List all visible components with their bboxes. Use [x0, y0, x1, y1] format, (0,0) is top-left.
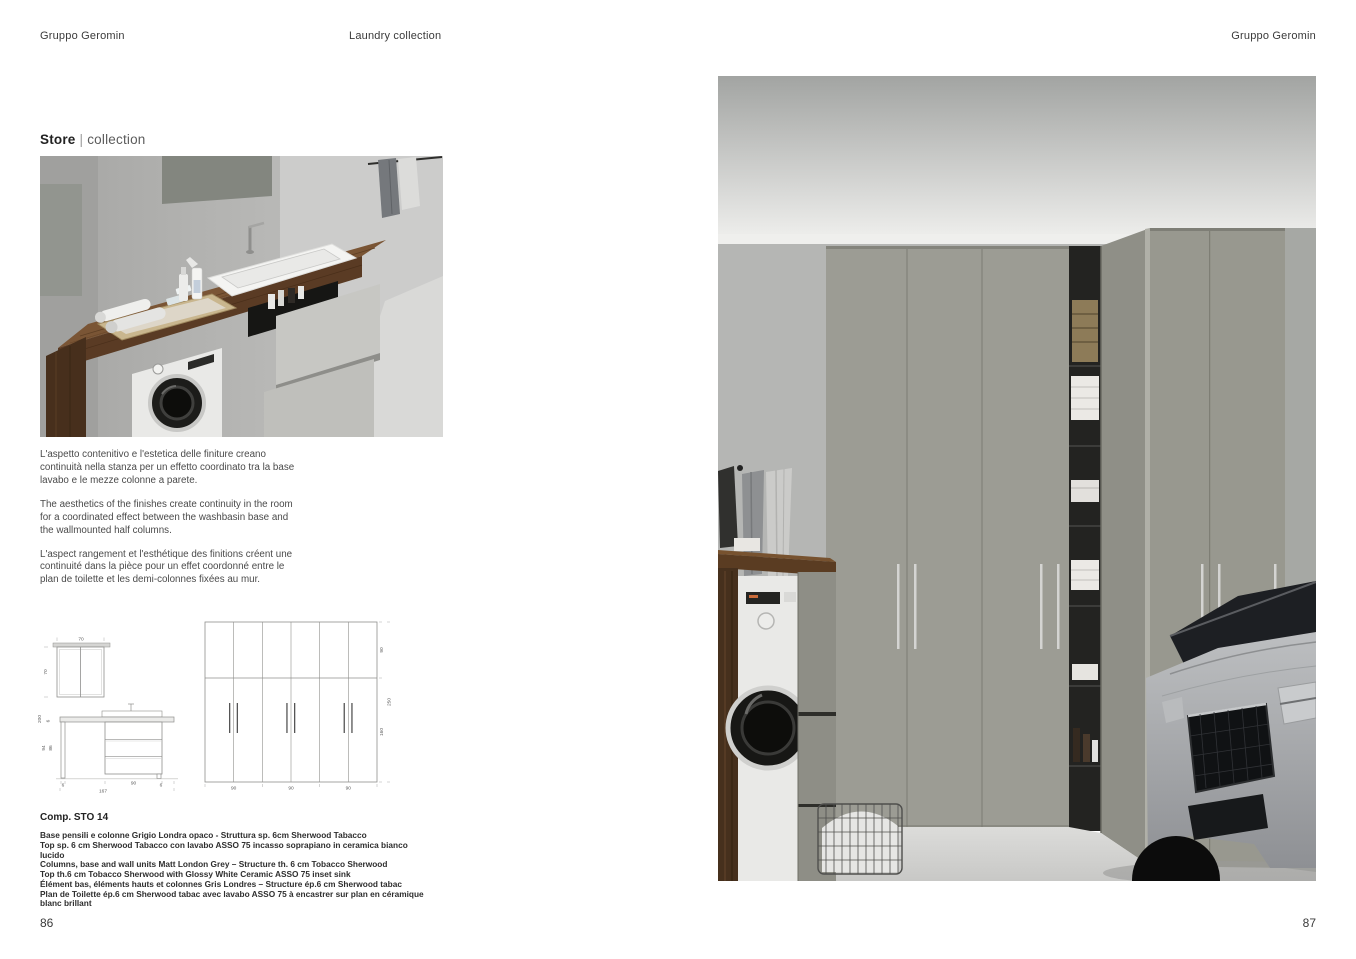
dim-base-total-height: 200	[38, 714, 43, 724]
ceiling	[718, 76, 1316, 246]
dim-lower-height: 160	[380, 727, 385, 737]
right-photo	[718, 76, 1316, 881]
intro-paragraph-en: The aesthetics of the finishes create continuity in the room for a coordinated effect between the washbasin base and the wallmounted half columns.	[40, 498, 293, 536]
wall-panel-center	[162, 156, 272, 204]
technical-drawings	[30, 615, 445, 807]
composition-block	[40, 812, 430, 909]
dim-total-width: 167	[98, 789, 108, 795]
dim-plinth-right: 6	[159, 783, 163, 789]
composition-code: Comp. STO 14	[40, 812, 109, 823]
columns-unit-drawing	[205, 622, 390, 787]
page-number-right: 87	[1302, 916, 1316, 930]
title-divider: |	[79, 132, 84, 147]
dim-module-width-3: 90	[345, 786, 351, 792]
dim-base-top: 6	[46, 719, 52, 723]
base-unit-drawing	[56, 704, 178, 791]
dim-columns-total-height: 250	[387, 697, 393, 707]
collection-header: Laundry collection	[349, 30, 442, 42]
open-wardrobe-door	[1101, 228, 1150, 866]
dim-module-width-2: 90	[288, 786, 294, 792]
dim-upper-height: 90	[380, 647, 385, 653]
page-number-left: 86	[40, 916, 54, 930]
dim-base-h1: 94	[42, 745, 47, 751]
wall-unit-drawing	[44, 638, 110, 698]
washing-machine	[728, 576, 808, 881]
collection-name: Store	[40, 132, 76, 147]
wall-panel-left	[40, 184, 82, 296]
dim-plinth-left: 6	[61, 783, 65, 789]
dim-drawers-width: 90	[130, 781, 137, 787]
intro-paragraph-fr: L'aspect rangement et l'esthétique des finitions créent une continuité dans la pièce pour un effet coordonné entre le plan de toilette et les demi-colonnes fixées au mur.	[40, 548, 293, 586]
spec-line: Base pensili e colonne Grigio Londra opaco - Struttura sp. 6cm Sherwood Tabacco	[40, 830, 367, 840]
brand-left: Gruppo Geromin	[40, 30, 125, 42]
dim-wall-width: 70	[78, 637, 84, 643]
brand-right: Gruppo Geromin	[1231, 30, 1316, 42]
intro-paragraph-it: L'aspetto contenitivo e l'estetica delle finiture creano continuità nella stanza per un effetto coordinato tra la base lavabo e le mezze colonne a parete.	[40, 449, 295, 486]
open-shelf-column	[1069, 246, 1101, 831]
dim-wall-height: 70	[44, 669, 49, 675]
wardrobe-left-group	[826, 246, 1069, 831]
spec-line: Top th.6 cm Tobacco Sherwood with Glossy White Ceramic ASSO 75 inset sink	[40, 869, 351, 880]
intro-block	[40, 449, 300, 598]
spec-line: Plan de Toilette ép.6 cm Sherwood tabac avec lavabo ASSO 75 à encastrer sur plan en céramique blanc brillant	[40, 888, 424, 909]
spec-line: Columns, base and wall units Matt London Grey – Structure th. 6 cm Tobacco Sherwood	[40, 859, 388, 870]
page-title	[40, 132, 146, 147]
spec-line: Top sp. 6 cm Sherwood Tabacco con lavabo ASSO 75 incasso soprapiano in ceramica bianco lucido	[40, 839, 408, 860]
dim-base-h2: 86	[49, 745, 54, 751]
woven-basket	[1072, 300, 1098, 362]
left-photo	[40, 156, 443, 437]
title-suffix: collection	[87, 132, 146, 147]
spec-line: Élément bas, éléments hauts et colonnes Gris Londres – Structure ép.6 cm Sherwood tabac	[40, 878, 402, 889]
dim-module-width-1: 90	[231, 786, 237, 792]
